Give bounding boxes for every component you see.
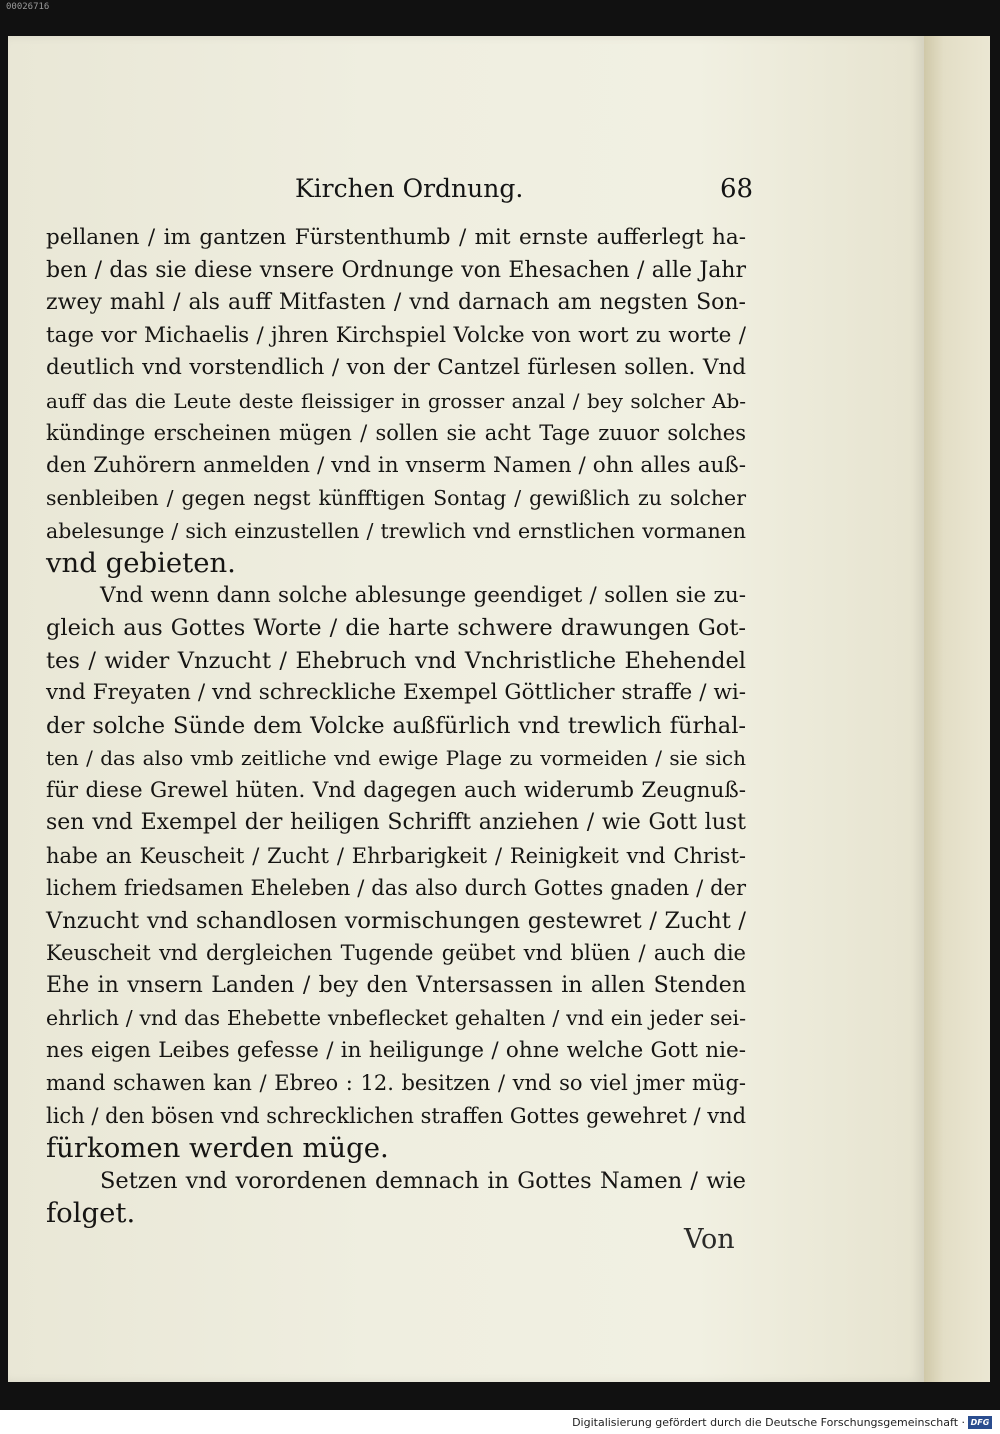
text-line: der solche Sünde dem Volcke außfürlich vnd trewlich fürhal-	[46, 712, 746, 739]
text-line: abelesunge / sich einzustellen / trewlich vnd ernstlichen vormanen	[46, 518, 746, 543]
text-line: mand schawen kan / Ebreo : 12. besitzen / vnd so viel jmer müg-	[46, 1071, 746, 1095]
scan-id-label: 00026716	[6, 2, 50, 12]
text-line: vnd gebieten.	[46, 547, 236, 579]
text-line: tes / wider Vnzucht / Ehebruch vnd Vnchristliche Ehehendel	[46, 647, 746, 674]
text-line: den Zuhörern anmelden / vnd in vnserm Namen / ohn alles auß-	[46, 452, 746, 478]
catchword: Von	[684, 1224, 735, 1255]
text-line: lichem friedsamen Eheleben / das also durch Gottes gnaden / der	[46, 876, 746, 900]
text-line: deutlich vnd vorstendlich / von der Cantzel fürlesen sollen. Vnd	[46, 355, 746, 380]
footer-credit	[572, 1416, 992, 1429]
folio-number: 68	[720, 174, 754, 204]
text-line: ehrlich / vnd das Ehebette vnbeflecket gehalten / vnd ein jeder sei-	[46, 1006, 746, 1030]
text-line: Vnd wenn dann solche ablesunge geendiget / sollen sie zu-	[100, 582, 746, 608]
text-line: ten / das also vmb zeitliche vnd ewige Plage zu vormeiden / sie sich	[46, 746, 746, 770]
text-line: senbleiben / gegen negst künfftigen Sontag / gewißlich zu solcher	[46, 486, 746, 510]
text-line: lich / den bösen vnd schrecklichen straffen Gottes gewehret / vnd	[46, 1103, 747, 1128]
text-line: habe an Keuscheit / Zucht / Ehrbarigkeit / Reinigkeit vnd Christ-	[46, 843, 746, 868]
text-line: ben / das sie diese vnsere Ordnunge von Ehesachen / alle Jahr	[46, 257, 746, 283]
text-line: folget.	[46, 1197, 136, 1229]
text-line: nes eigen Leibes gefesse / in heiligunge / ohne welche Gott nie-	[46, 1037, 746, 1063]
text-line: tage vor Michaelis / jhren Kirchspiel Volcke von wort zu worte /	[46, 322, 746, 348]
text-line: fürkomen werden müge.	[46, 1132, 389, 1164]
text-line: gleich aus Gottes Worte / die harte schwere drawungen Got-	[46, 615, 746, 641]
text-line: Ehe in vnsern Landen / bey den Vntersassen in allen Stenden	[46, 972, 746, 998]
book-page	[8, 36, 990, 1382]
text-line: vnd Freyaten / vnd schreckliche Exempel Göttlicher straffe / wi-	[46, 680, 746, 705]
text-line: für diese Grewel hüten. Vnd dagegen auch widerumb Zeugnuß-	[46, 777, 746, 803]
running-title: Kirchen Ordnung.	[295, 174, 524, 203]
text-line: auff das die Leute deste fleissiger in grosser anzal / bey solcher Ab-	[46, 388, 746, 413]
text-line: kündinge erscheinen mügen / sollen sie acht Tage zuuor solches	[46, 421, 746, 445]
text-line: Setzen vnd vorordenen demnach in Gottes Namen / wie	[100, 1167, 746, 1194]
text-line: zwey mahl / als auff Mitfasten / vnd darnach am negsten Son-	[46, 290, 746, 315]
body-text	[46, 222, 746, 1230]
text-line: Vnzucht vnd schandlosen vormischungen gestewret / Zucht /	[46, 907, 746, 934]
text-line: Keuscheit vnd dergleichen Tugende geübet vnd blüen / auch die	[46, 941, 746, 965]
page-edge	[924, 36, 990, 1382]
funding-note: Digitalisierung gefördert durch die Deutsche Forschungsgemeinschaft ·	[572, 1416, 965, 1429]
dfg-logo: DFG	[968, 1416, 992, 1429]
text-line: sen vnd Exempel der heiligen Schrifft anziehen / wie Gott lust	[46, 810, 746, 835]
text-line: pellanen / im gantzen Fürstenthumb / mit ernste aufferlegt ha-	[46, 225, 746, 250]
